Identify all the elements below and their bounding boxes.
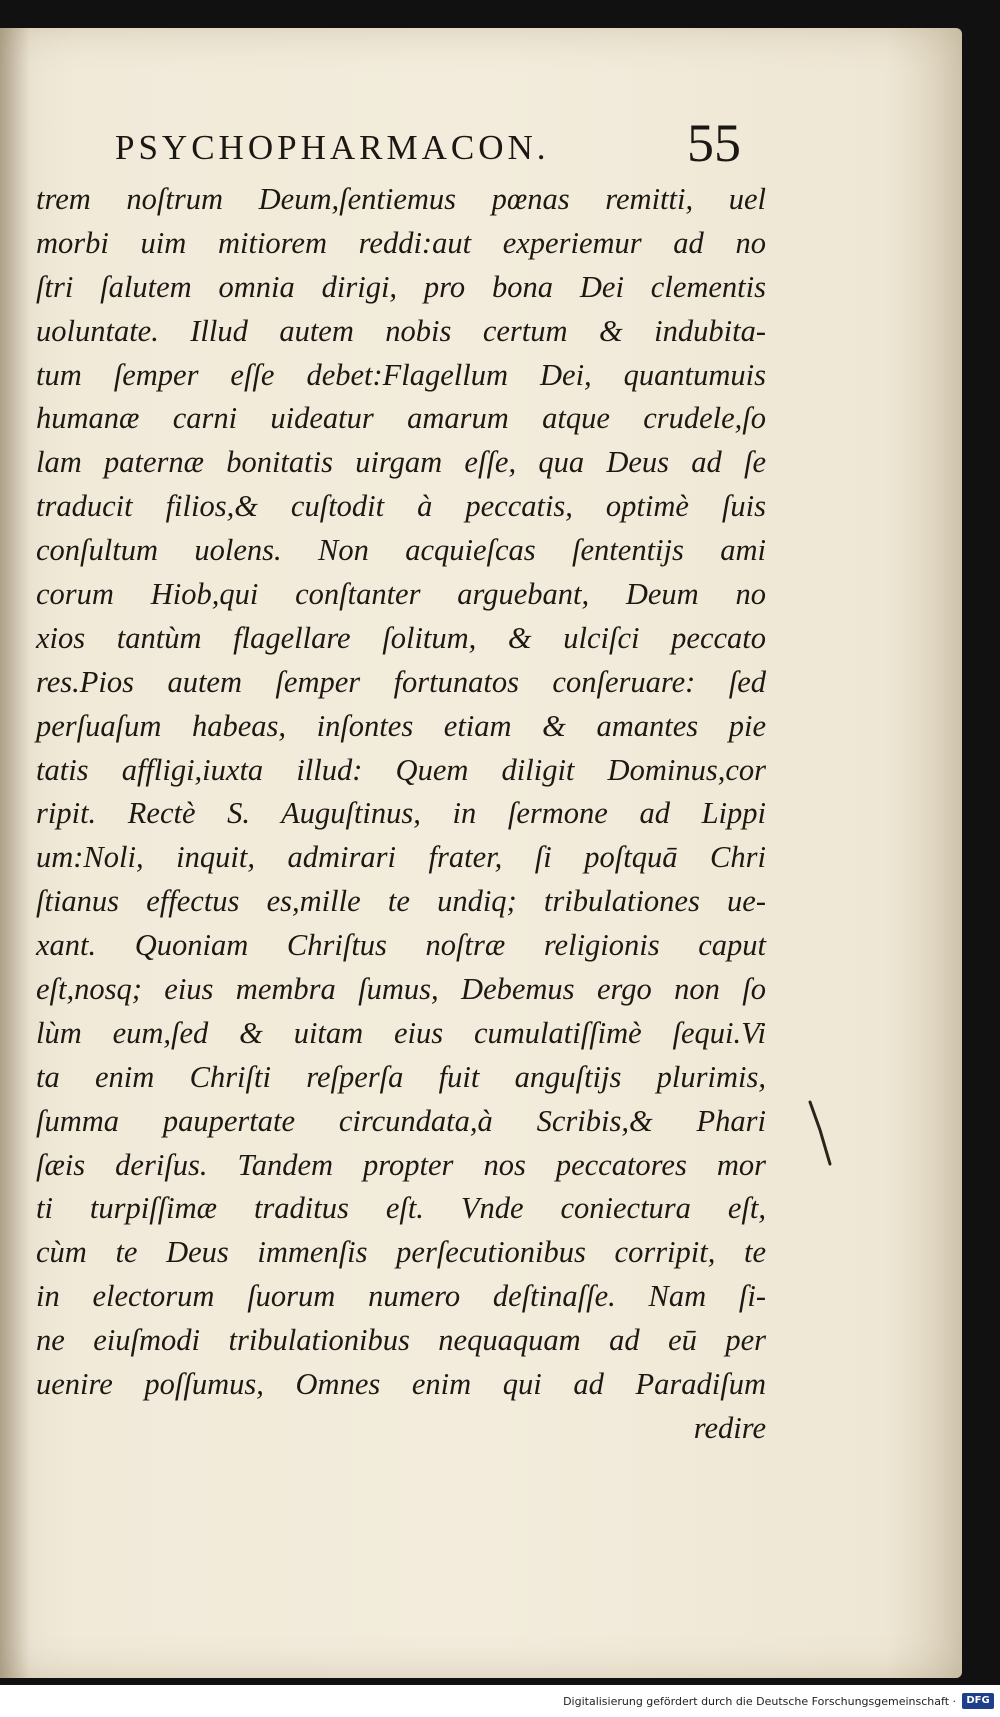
text-line: tum ſemper eſſe debet:Flagellum Dei, quantumuis xyxy=(36,357,766,392)
text-line: ta enim Chriſti reſperſa fuit anguſtijs plurimis, xyxy=(36,1059,766,1094)
catchword: redire xyxy=(693,1410,766,1445)
text-line: perſuaſum habeas, inſontes etiam & amantes pie xyxy=(36,708,766,743)
text-line: conſultum uolens. Non acquieſcas ſententijs ami xyxy=(36,533,766,568)
text-line: uenire poſſumus, Omnes enim qui ad Paradiſum xyxy=(36,1367,766,1402)
text-line: traducit filios,& cuſtodit à peccatis, optimè ſuis xyxy=(36,489,766,524)
text-line: humanæ carni uideatur amarum atque crudele,ſo xyxy=(36,401,766,436)
text-line: lam paternæ bonitatis uirgam eſſe, qua Deus ad ſe xyxy=(36,445,766,480)
footer-bar xyxy=(0,1685,1000,1717)
gutter-shadow xyxy=(0,28,30,1678)
dfg-logo: DFG xyxy=(962,1693,994,1709)
page-number: 55 xyxy=(687,113,741,173)
text-line: trem noſtrum Deum,ſentiemus pœnas remitti, uel xyxy=(36,182,766,216)
text-line: in electorum ſuorum numero deſtinaſſe. Nam ſi- xyxy=(36,1279,766,1314)
digitization-credit: Digitalisierung gefördert durch die Deutsche Forschungsgemeinschaft · xyxy=(563,1695,956,1708)
text-line: tatis affligi,iuxta illud: Quem diligit Dominus,cor xyxy=(36,752,766,787)
text-line: cùm te Deus immenſis perſecutionibus corripit, te xyxy=(36,1235,766,1270)
text-line: xant. Quoniam Chriſtus noſtræ religionis caput xyxy=(36,928,766,963)
text-line: ſæis deriſus. Tandem propter nos peccatores mor xyxy=(36,1147,766,1182)
running-title: PSYCHOPHARMACON. xyxy=(115,128,550,167)
text-line: ti turpiſſimæ traditus eſt. Vnde coniectura eſt, xyxy=(36,1191,766,1226)
text-line: ripit. Rectè S. Auguſtinus, in ſermone ad Lippi xyxy=(36,796,766,831)
text-line: ſtianus effectus es,mille te undiq; tribulationes ue- xyxy=(36,884,766,919)
text-line: xios tantùm flagellare ſolitum, & ulciſci peccato xyxy=(36,620,766,655)
text-line: ne eiuſmodi tribulationibus nequaquam ad eū per xyxy=(36,1323,766,1358)
text-line: res.Pios autem ſemper fortunatos conſeruare: ſed xyxy=(36,664,766,699)
text-line: um:Noli, inquit, admirari frater, ſi poſtquā Chri xyxy=(36,840,766,875)
text-line: ſtri ſalutem omnia dirigi, pro bona Dei clementis xyxy=(36,269,766,304)
text-line: ſumma paupertate circundata,à Scribis,& Phari xyxy=(36,1103,766,1138)
page-header xyxy=(115,106,755,176)
text-line: uoluntate. Illud autem nobis certum & indubita- xyxy=(36,313,766,348)
book-page xyxy=(0,28,962,1678)
text-line: eſt,nosq; eius membra ſumus, Debemus ergo non ſo xyxy=(36,972,766,1007)
text-line: morbi uim mitiorem reddi:aut experiemur ad no xyxy=(36,225,766,260)
body-text xyxy=(36,178,766,1451)
text-line: corum Hiob,qui conſtanter arguebant, Deum no xyxy=(36,577,766,612)
text-line: lùm eum,ſed & uitam eius cumulatiſſimè ſequi.Vi xyxy=(36,1015,766,1050)
margin-pen-stroke-icon xyxy=(806,1100,836,1168)
